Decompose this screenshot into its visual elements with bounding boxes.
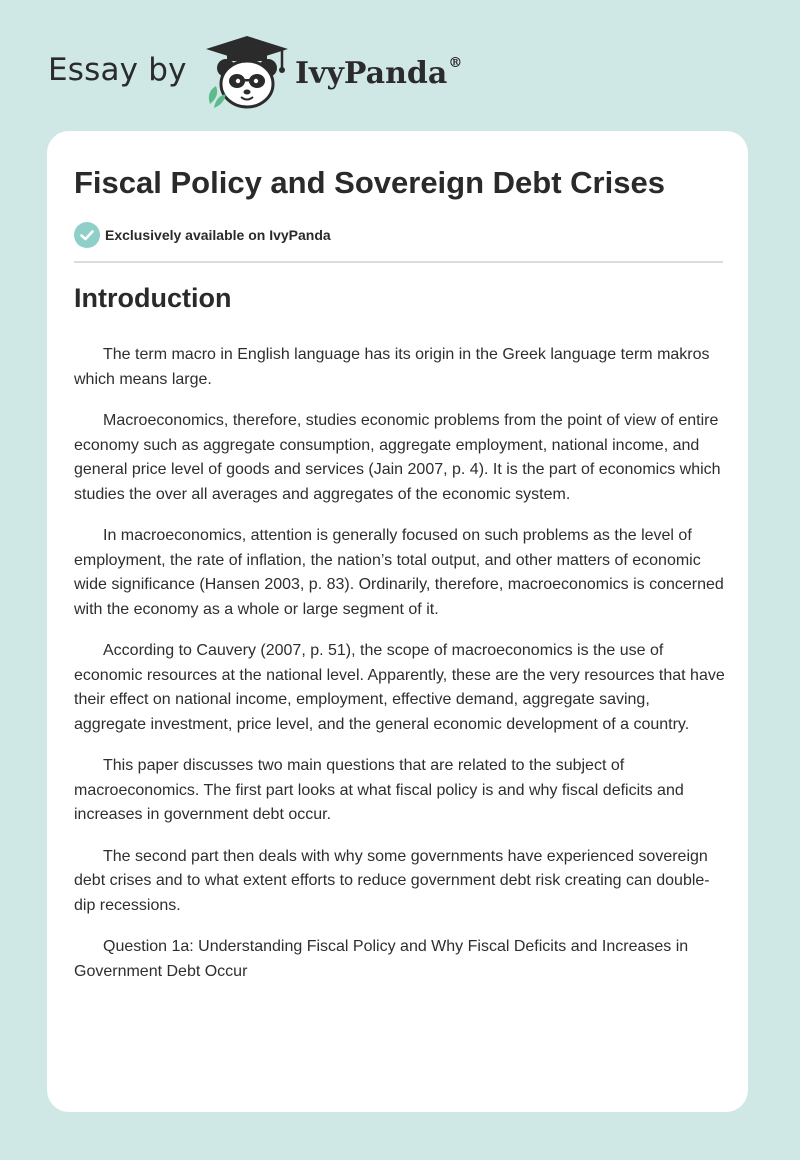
essay-card — [47, 131, 748, 1112]
registered-mark: ® — [448, 55, 463, 71]
paragraph: The second part then deals with why some governments have experienced sovereign debt crises and to what extent efforts to reduce government debt risk creating can double-dip recessions. — [74, 847, 710, 914]
paragraph: Question 1a: Understanding Fiscal Policy and Why Fiscal Deficits and Increases in Government Debt Occur — [74, 938, 689, 980]
essay-by-label: Essay by — [48, 52, 187, 88]
page-title: Fiscal Policy and Sovereign Debt Crises — [74, 165, 665, 200]
paragraph: This paper discusses two main questions that are related to the subject of macroeconomics. The first part looks at what fiscal policy is and why fiscal deficits and increases in government debt occur. — [74, 757, 684, 823]
exclusive-badge — [74, 222, 331, 248]
paragraph: In macroeconomics, attention is generally focused on such problems as the level of employment, the rate of inflation, the nation’s total output, and other matters of economic wide significance (Hansen 2003, p. 83). Ordinarily, therefore, macroeconomics is concerned with the economy as a whole or large segment of it. — [74, 527, 724, 618]
title-divider — [74, 261, 723, 263]
check-badge-icon — [74, 222, 100, 248]
section-heading-introduction: Introduction — [74, 283, 232, 313]
essay-body — [74, 343, 726, 1001]
panda-logo-icon[interactable] — [202, 34, 292, 110]
exclusive-badge-label: Exclusively available on IvyPanda — [105, 227, 331, 243]
paragraph: Macroeconomics, therefore, studies economic problems from the point of view of entire economy such as aggregate consumption, aggregate employment, national income, and general price level of goods and services (Jain 2007, p. 4). It is the part of economics which studies the over all averages and aggregates of the economic system. — [74, 412, 721, 503]
brand-name[interactable]: IvyPanda® — [295, 55, 463, 91]
paragraph: According to Cauvery (2007, p. 51), the scope of macroeconomics is the use of economic resources at the national level. Apparently, these are the very resources that have their effect on national income, employment, effective demand, aggregate saving, aggregate investment, price level, and the general economic development of a country. — [74, 642, 725, 733]
paragraph: The term macro in English language has its origin in the Greek language term makros which means large. — [74, 346, 710, 388]
site-header — [48, 34, 468, 114]
